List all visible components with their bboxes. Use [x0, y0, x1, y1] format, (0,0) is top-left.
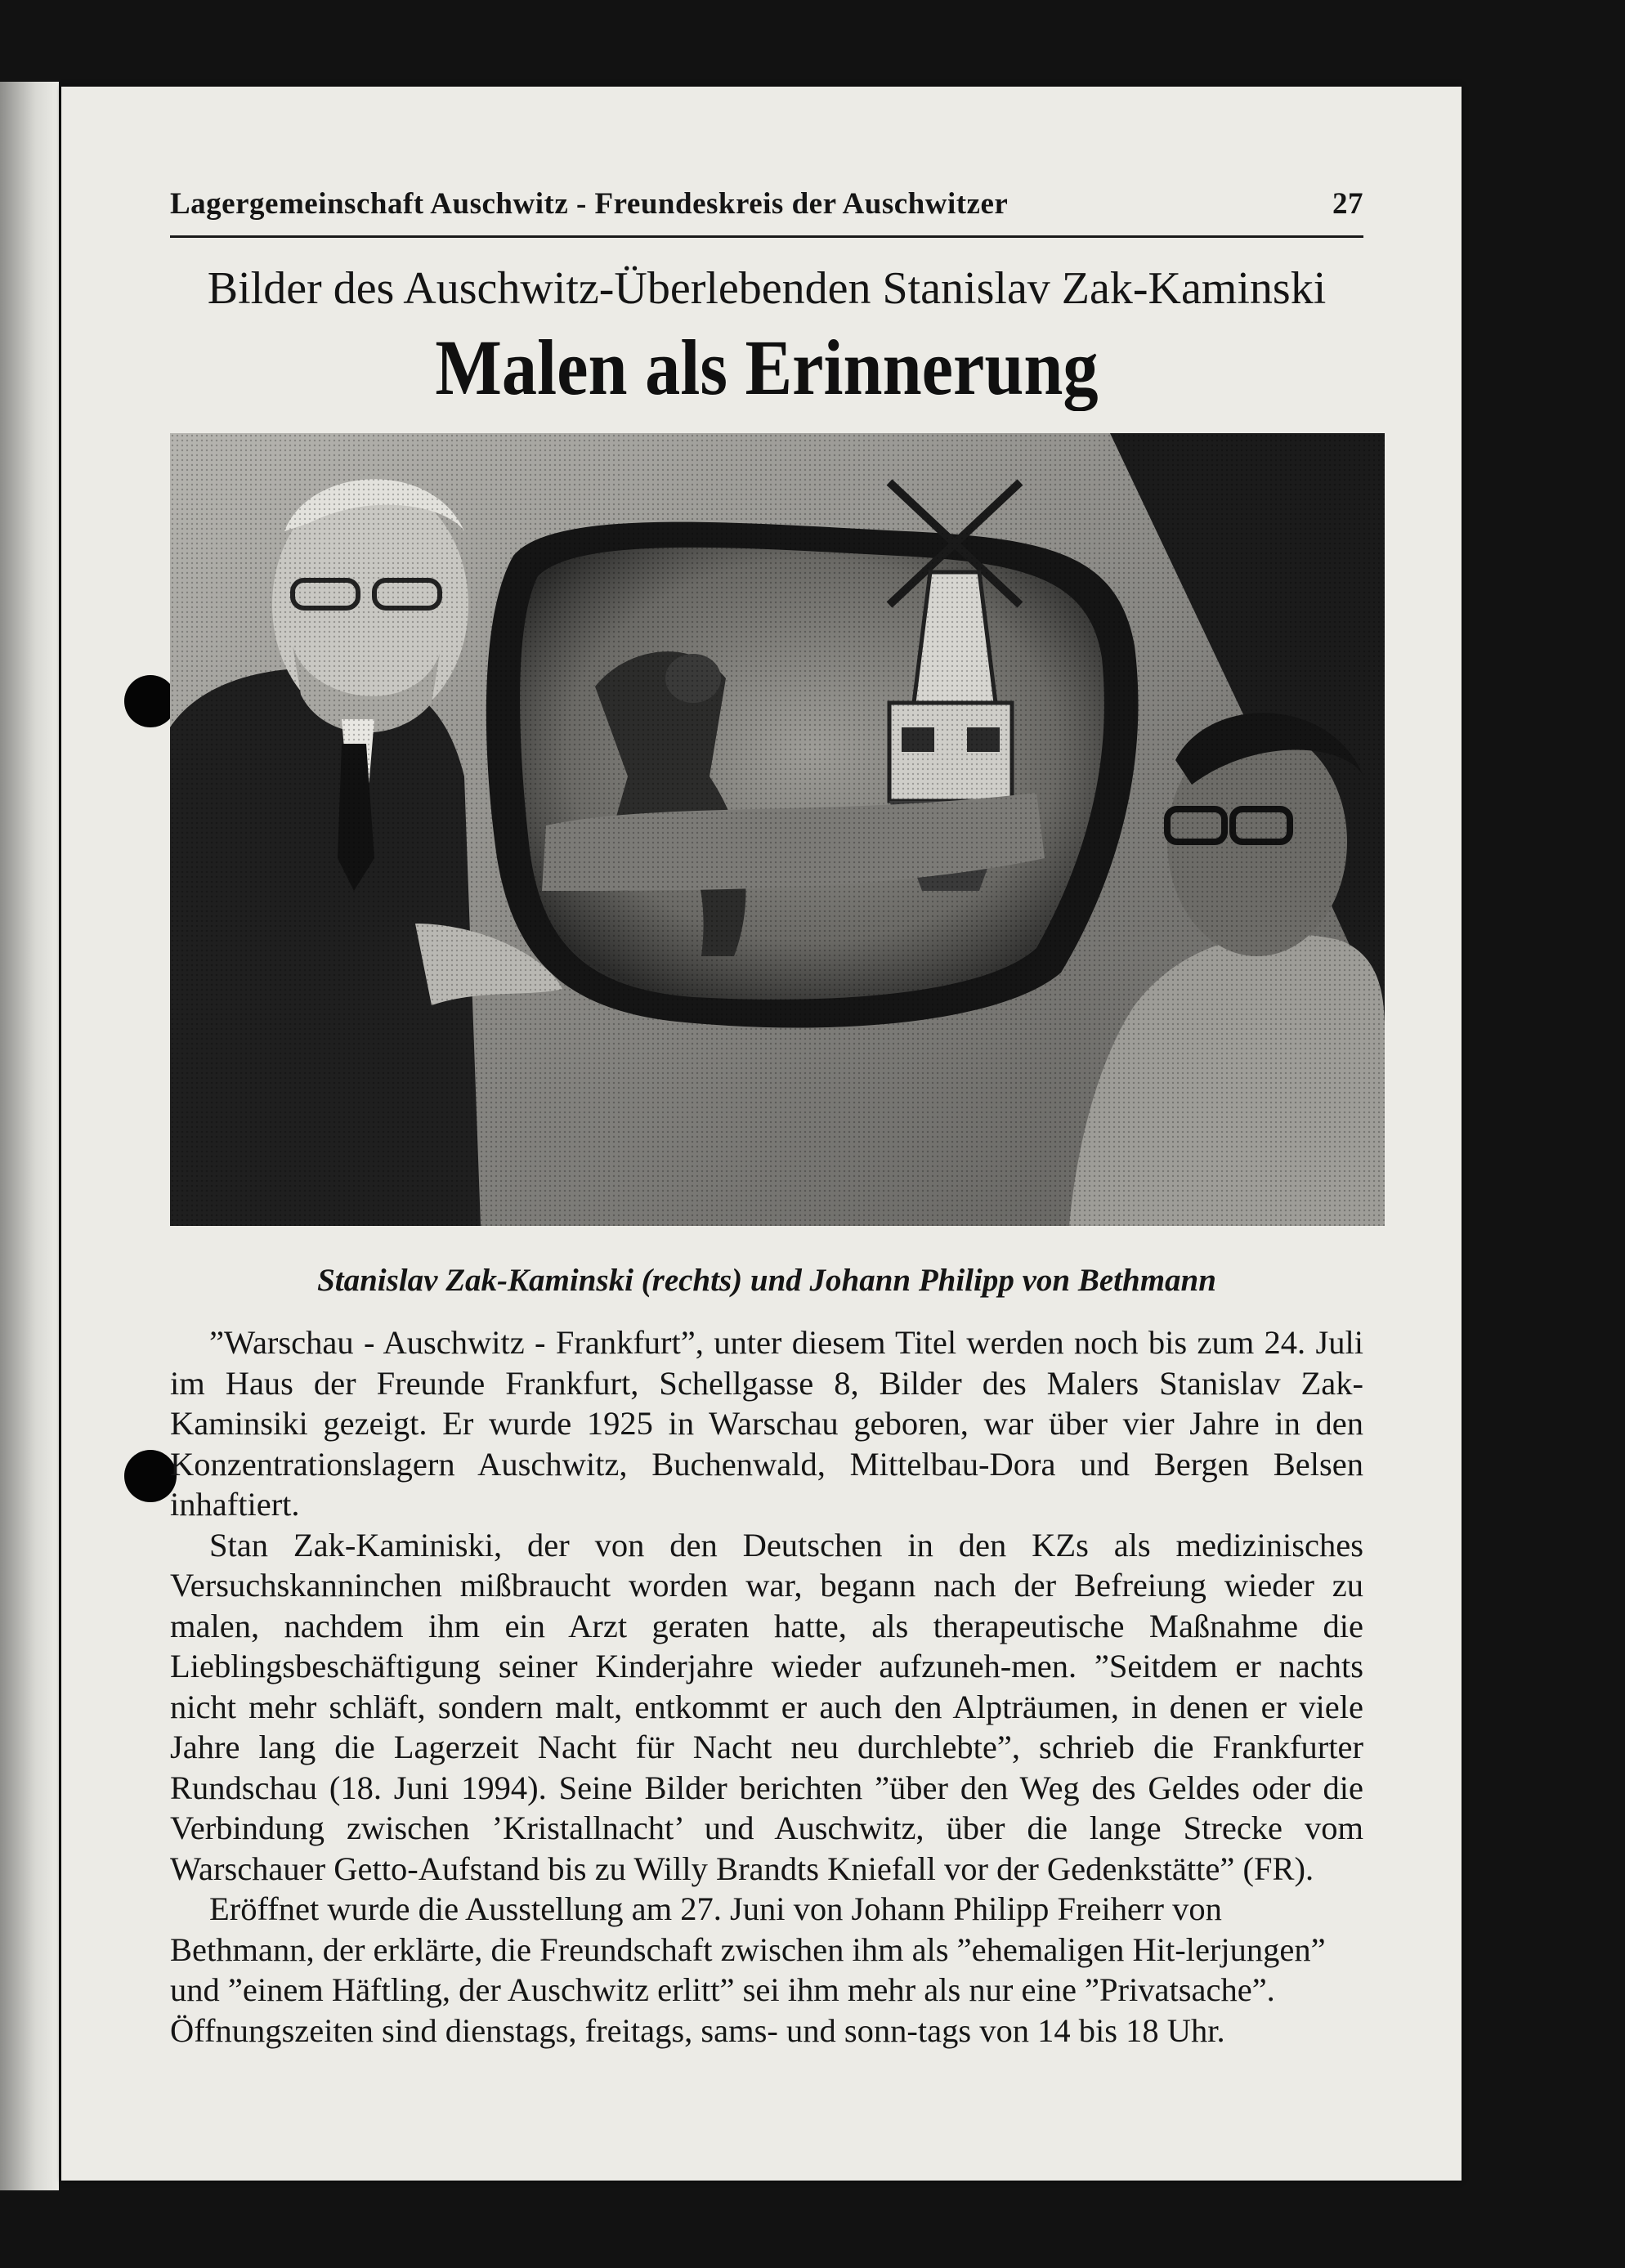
previous-page-edge — [0, 82, 59, 2190]
page-number: 27 — [1332, 187, 1363, 221]
article-paragraph: Eröffnet wurde die Ausstellung am 27. Juni von Johann Philipp Freiherr von Bethmann, der erklärte, die Freundschaft zwischen ihm als ”ehemaligen Hit-lerjungen” und ”einem Häftling, der Auschwitz erlitt” sei ihm mehr als nur eine ”Privatsache”. Öffnungszeiten sind dienstags, freitags, sams- und sonn-tags von 14 bis 18 Uhr. — [170, 1890, 1326, 2049]
article-headline: Malen als Erinnerung — [435, 324, 1099, 411]
article-body — [170, 1322, 1363, 2051]
article-paragraph: ”Warschau - Auschwitz - Frankfurt”, unter diesem Titel werden noch bis zum 24. Juli im Haus der Freunde Frankfurt, Schellgasse 8, Bilder des Malers Stanislav Zak-Kaminsiki gezeigt. Er wurde 1925 in Warschau geboren, war über vier Jahre in den Konzentrationslagern Auschwitz, Buchenwald, Mittelbau-Dora und Bergen Belsen inhaftiert. — [170, 1324, 1363, 1523]
running-head-title: Lagergemeinschaft Auschwitz - Freundeskreis der Auschwitzer — [170, 187, 1009, 221]
article-subtitle: Bilder des Auschwitz-Überlebenden Stanislav Zak-Kaminski — [207, 263, 1327, 314]
punch-hole-bottom — [124, 1450, 177, 1502]
header-rule — [170, 235, 1363, 238]
running-head — [170, 186, 1363, 221]
punch-hole-top — [124, 675, 177, 727]
photo-caption: Stanislav Zak-Kaminski (rechts) und Johann Philipp von Bethmann — [317, 1263, 1216, 1298]
article-photo — [170, 433, 1385, 1226]
photo-illustration — [170, 433, 1385, 1226]
article-paragraph: Stan Zak-Kaminiski, der von den Deutschen in den KZs als medizinisches Versuchskanninchen mißbraucht worden war, begann nach der Befreiung wieder zu malen, nachdem ihm ein Arzt geraten hatte, als therapeutische Maßnahme die Lieblingsbeschäftigung seiner Kinderjahre wieder aufzuneh-men. ”Seitdem er nachts nicht mehr schläft, sondern malt, entkommt er auch den Alpträumen, in denen er viele Jahre lang die Lagerzeit Nacht für Nacht neu durchlebte”, schrieb die Frankfurter Rundschau (18. Juni 1994). Seine Bilder berichten ”über den Weg des Geldes oder die Verbindung zwischen ’Kristallnacht’ und Auschwitz, über die lange Strecke vom Warschauer Getto-Aufstand bis zu Willy Brandts Kniefall vor der Gedenkstätte” (FR). — [170, 1526, 1363, 1887]
document-page — [61, 87, 1462, 2181]
